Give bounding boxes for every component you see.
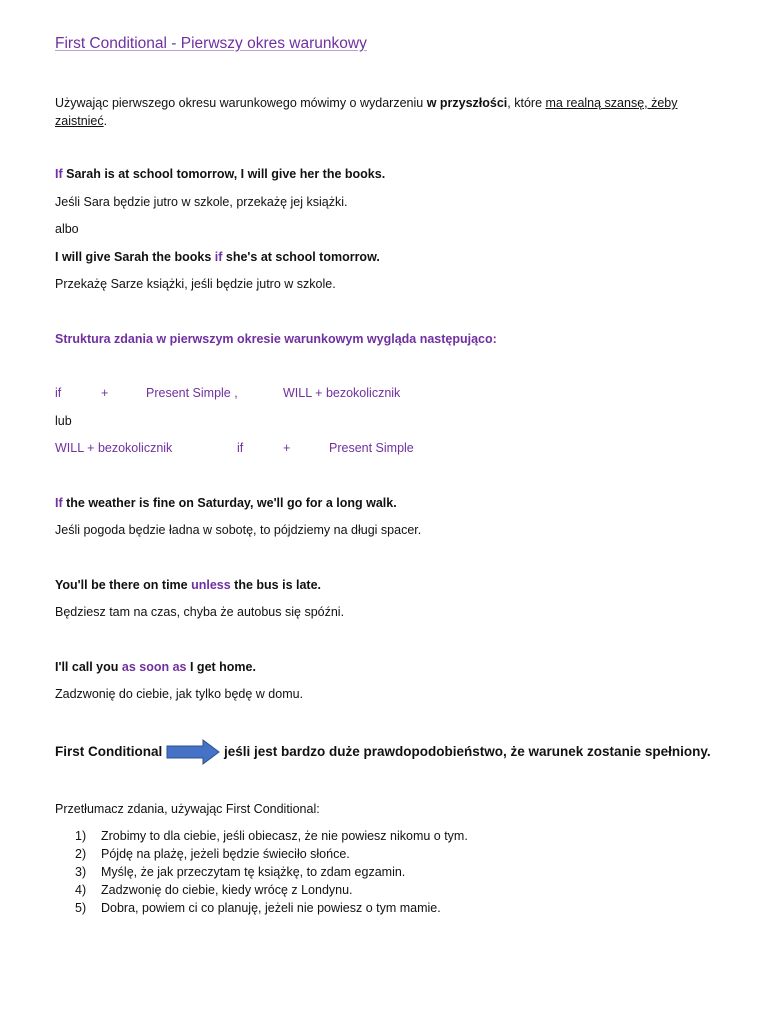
keyword-if: If	[55, 496, 63, 510]
list-text: Zrobimy to dla ciebie, jeśli obiecasz, że nie powiesz nikomu o tym.	[101, 829, 468, 843]
intro-paragraph	[55, 94, 678, 112]
example-3-translation: Będziesz tam na czas, chyba że autobus się spóźni.	[55, 605, 345, 619]
example-1-rest: Sarah is at school tomorrow, I will give her the books.	[62, 167, 386, 181]
example-4-part2: I get home.	[186, 660, 256, 674]
list-item	[75, 845, 468, 863]
structure-row1-will: WILL + bezokolicznik	[283, 386, 401, 400]
structure-row1-if: if	[55, 386, 62, 400]
example-2-sentence	[55, 494, 397, 512]
albo-label: albo	[55, 222, 79, 236]
structure-row1-present-simple: Present Simple ,	[146, 386, 238, 400]
example-1-translation: Jeśli Sara będzie jutro w szkole, przekażę jej książki.	[55, 195, 348, 209]
list-number: 2)	[75, 847, 87, 861]
structure-heading: Struktura zdania w pierwszym okresie warunkowym wygląda następująco:	[55, 332, 497, 346]
exercise-list	[75, 827, 468, 917]
list-number: 3)	[75, 865, 87, 879]
exercise-instruction: Przetłumacz zdania, używając First Conditional:	[55, 802, 320, 816]
intro-text-2: , które	[507, 96, 546, 110]
example-3-part2: the bus is late.	[230, 578, 322, 592]
example-1-alt-translation: Przekażę Sarze książki, jeśli będzie jutro w szkole.	[55, 277, 336, 291]
example-1-alt-sentence	[55, 248, 380, 266]
list-number: 4)	[75, 883, 87, 897]
structure-row2-plus: +	[283, 441, 291, 455]
list-number: 5)	[75, 901, 87, 915]
list-text: Zadzwonię do ciebie, kiedy wrócę z Londynu.	[101, 883, 353, 897]
summary-text: jeśli jest bardzo duże prawdopodobieństwo, że warunek zostanie spełniony.	[224, 744, 711, 759]
list-text: Pójdę na plażę, jeżeli będzie świeciło słońce.	[101, 847, 350, 861]
list-text: Myślę, że jak przeczytam tę książkę, to zdam egzamin.	[101, 865, 406, 879]
page-title: First Conditional - Pierwszy okres warunkowy	[55, 35, 367, 52]
example-1-sentence	[55, 165, 385, 183]
lub-label: lub	[55, 414, 72, 428]
example-3-sentence	[55, 576, 321, 594]
list-item	[75, 827, 468, 845]
structure-row2-if: if	[237, 441, 244, 455]
intro-emphasis: w przyszłości	[426, 96, 508, 110]
example-3-part1: You'll be there on time	[55, 578, 192, 592]
example-1-alt-part1: I will give Sarah the books	[55, 250, 215, 264]
intro-paragraph-line2	[55, 112, 107, 130]
list-item	[75, 881, 468, 899]
intro-end: .	[103, 114, 108, 128]
example-1-alt-part2: she's at school tomorrow.	[222, 250, 380, 264]
keyword-if: if	[214, 250, 223, 264]
intro-underlined: ma realną szansę, żeby	[545, 96, 678, 110]
right-arrow-icon	[166, 739, 220, 765]
intro-underlined-2: zaistnieć	[55, 114, 104, 128]
keyword-if: If	[55, 167, 63, 181]
structure-row1-plus: +	[101, 386, 109, 400]
keyword-unless: unless	[191, 578, 231, 592]
example-2-translation: Jeśli pogoda będzie ładna w sobotę, to pójdziemy na długi spacer.	[55, 523, 422, 537]
summary-label: First Conditional	[55, 744, 163, 759]
intro-text: Używając pierwszego okresu warunkowego mówimy o wydarzeniu	[55, 96, 427, 110]
list-number: 1)	[75, 829, 87, 843]
example-4-sentence	[55, 658, 256, 676]
example-4-part1: I'll call you	[55, 660, 122, 674]
list-text: Dobra, powiem ci co planuję, jeżeli nie powiesz o tym mamie.	[101, 901, 441, 915]
example-2-rest: the weather is fine on Saturday, we'll go for a long walk.	[62, 496, 397, 510]
structure-row2-present-simple: Present Simple	[329, 441, 414, 455]
structure-row2-will: WILL + bezokolicznik	[55, 441, 173, 455]
list-item	[75, 899, 468, 917]
keyword-as-soon-as: as soon as	[121, 660, 187, 674]
list-item	[75, 863, 468, 881]
example-4-translation: Zadzwonię do ciebie, jak tylko będę w domu.	[55, 687, 304, 701]
